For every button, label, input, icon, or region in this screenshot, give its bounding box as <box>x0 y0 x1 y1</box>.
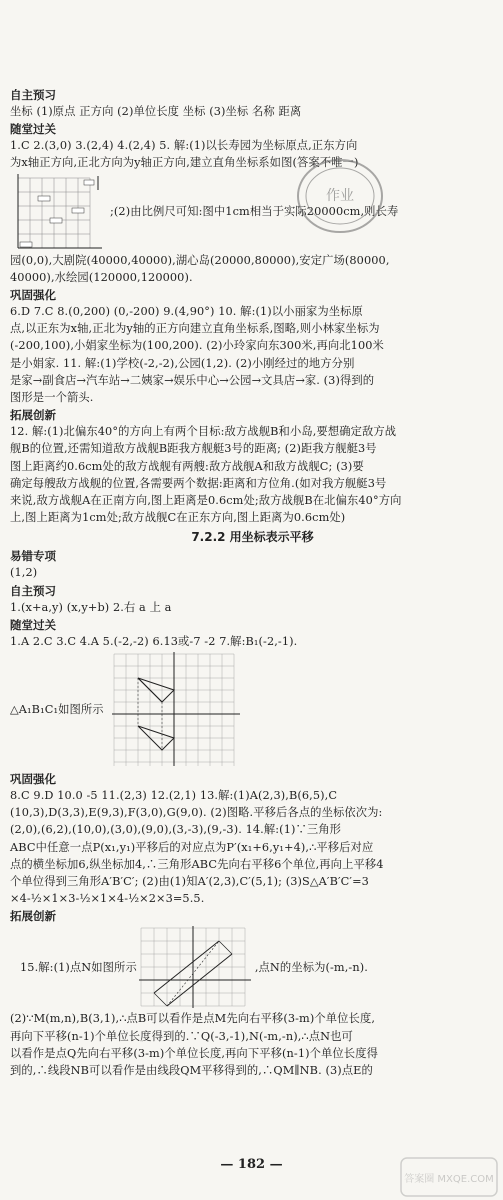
answer-line: ;(2)由比例尺可知:图中1cm相当于实际20000cm,则长寿 <box>110 205 399 218</box>
answer-line: 点,以正东为x轴,正北为y轴的正方向建立直角坐标系,图略,则小林家坐标为 <box>10 322 380 336</box>
answer-line: 1.A 2.C 3.C 4.A 5.(-2,-2) 6.13或-7 -2 7.解:B₁(-2,-1). <box>10 634 298 648</box>
answer-line: (2)∵M(m,n),B(3,1),∴点B可以看作是点M先向右平移(3-m)个单位长度, <box>10 1012 376 1026</box>
answer-line: 为x轴正方向,正北方向为y轴正方向,建立直角坐标系如图(答案不唯一) <box>10 156 359 170</box>
answer-line: 15.解:(1)点N如图所示 <box>20 960 137 974</box>
heading-in-class: 随堂过关 <box>10 122 56 137</box>
answer-line: 1.(x+a,y) (x,y+b) 2.右 a 上 a <box>10 600 172 614</box>
section-title: 7.2.2 用坐标表示平移 <box>191 530 314 545</box>
answer-line: 8.C 9.D 10.0 -5 11.(2,3) 12.(2,1) 13.解:(1)A(2,3),B(6,5),C <box>10 789 338 803</box>
answer-line: 到的,∴线段NB可以看作是由线段QM平移得到的,∴QM∥NB. (3)点E的 <box>10 1064 373 1078</box>
watermark-text: 答案圈 MXQE.COM <box>404 1174 494 1185</box>
answer-line: 再向下平移(n-1)个单位长度得到的.∵Q(-3,-1),N(-m,-n),∴点N也可 <box>10 1029 353 1043</box>
answer-line: 是小娟家. 11. 解:(1)学校(-2,-2),公园(1,2). (2)小刚经过的地方分别 <box>10 356 355 370</box>
answer-line: 确定每艘敌方战舰的位置,各需要两个数据:距离和方位角.(如对我方舰艇3号 <box>10 476 387 490</box>
answer-line: 舰B的位置,还需知道敌方战舰B距我方舰艇3号的距离; (2)距我方舰艇3号 <box>10 442 377 456</box>
answer-line: 以看作是点Q先向右平移(3-m)个单位长度,再向下平移(n-1)个单位长度得 <box>10 1046 378 1060</box>
figure-row-translation <box>10 650 495 770</box>
answer-line: 12. 解:(1)北偏东40°的方向上有两个目标:敌方战舰B和小岛,要想确定敌方战 <box>10 425 397 439</box>
answer-line: 图形是一个箭头. <box>10 391 94 405</box>
heading-extension: 拓展创新 <box>10 408 56 423</box>
answer-line: ABC中任意一点P(x₁,y₁)平移后的对应点为P′(x₁+6,y₁+4),∴平移后对应 <box>10 840 374 854</box>
figure-row-parallel <box>10 924 495 1010</box>
figure-row-coordinate-map <box>10 172 495 252</box>
answer-line: 坐标 (1)原点 正方向 (2)单位长度 坐标 (3)坐标 名称 距离 <box>10 105 302 118</box>
answer-page <box>10 86 495 1079</box>
stamp-text: 作业 <box>326 188 354 204</box>
heading-error-prone: 易错专项 <box>10 549 56 564</box>
answer-line: (10,3),D(3,3),E(9,3),F(3,0),G(9,0). (2)图略.平移后各点的坐标依次为: <box>10 806 383 820</box>
answer-line: (-200,100),小娟家坐标为(100,200). (2)小玲家向东300米,再向北100米 <box>10 339 384 353</box>
answer-line: 点的横坐标加6,纵坐标加4,∴三角形ABC先向右平移6个单位,再向上平移4 <box>10 857 384 871</box>
heading-extension: 拓展创新 <box>10 909 56 924</box>
page-number: — 182 — <box>220 1157 283 1172</box>
answer-line: 40000),水绘园(120000,120000). <box>10 270 193 284</box>
heading-consolidate: 巩固强化 <box>10 772 56 787</box>
answer-line: 上,图上距离为1cm处;敌方战舰C在正东方向,图上距离为0.6cm处) <box>10 511 346 525</box>
answer-line: 1.C 2.(3,0) 3.(2,4) 4.(2,4) 5. 解:(1)以长寿园为坐标原点,正东方向 <box>10 139 358 153</box>
homework-stamp <box>295 156 385 236</box>
heading-self-study: 自主预习 <box>10 88 56 102</box>
answer-line: 6.D 7.C 8.(0,200) (0,-200) 9.(4,90°) 10. 解:(1)以小丽家为坐标原 <box>10 305 363 319</box>
answer-line: 是家→副食店→汽车站→二姨家→娱乐中心→公园→文具店→家. (3)得到的 <box>10 373 375 387</box>
watermark-logo <box>399 1156 499 1198</box>
answer-line: 园(0,0),大剧院(40000,40000),湖心岛(20000,80000),安定广场(80000, <box>10 253 390 267</box>
answer-line: 来说,敌方战舰A在正南方向,图上距离是0.6cm处;敌方战舰B在北偏东40°方向 <box>10 494 402 508</box>
answer-line: (2,0),(6,2),(10,0),(3,0),(9,0),(3,-3),(9,-3). 14.解:(1)∵三角形 <box>10 823 342 837</box>
answer-line: ,点N的坐标为(-m,-n). <box>254 960 368 974</box>
heading-in-class: 随堂过关 <box>10 617 56 632</box>
heading-consolidate: 巩固强化 <box>10 288 56 303</box>
coordinate-map-figure <box>10 172 110 252</box>
translation-grid-figure <box>108 650 246 770</box>
heading-self-study: 自主预习 <box>10 583 56 598</box>
answer-line: 个单位得到三角形A′B′C′; (2)由(1)知A′(2,3),C′(5,1); (3)S△A′B′C′=3 <box>10 875 369 889</box>
answer-line: ×4-½×1×3-½×1×4-½×2×3=5.5. <box>10 892 205 906</box>
answer-line: (1,2) <box>10 566 38 580</box>
answer-line: △A₁B₁C₁如图所示 <box>10 703 104 717</box>
answer-line: 图上距离约0.6cm处的敌方战舰有两艘:敌方战舰A和敌方战舰C; (3)要 <box>10 459 364 473</box>
parallel-segments-figure <box>137 924 255 1010</box>
